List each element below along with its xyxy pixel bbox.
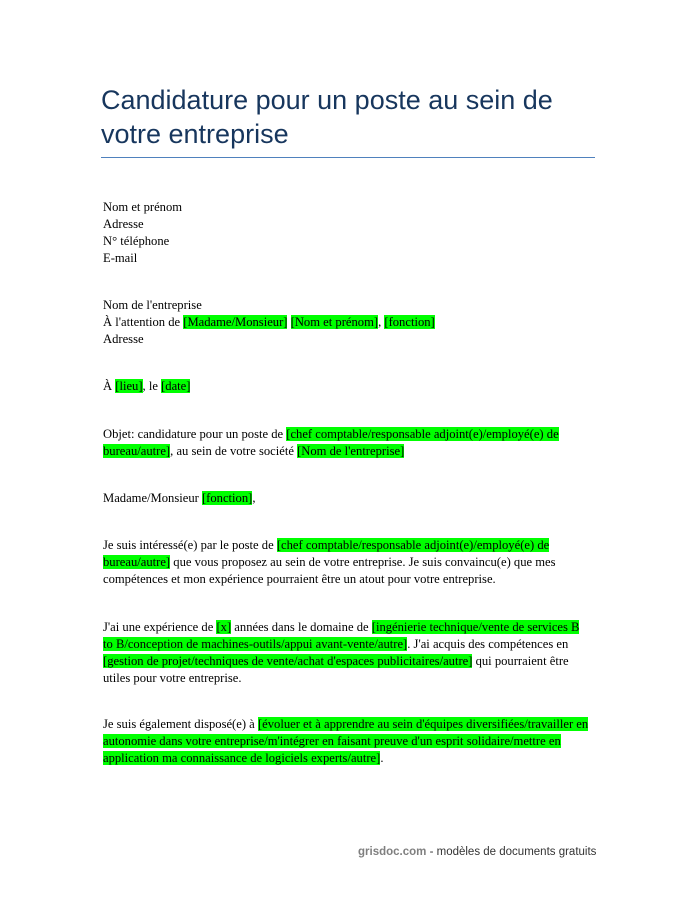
placeholder-years: [x] [216,620,232,634]
placeholder-domain: [ingénierie technique/vente de services B to B/conception de machines-outils/appui avant-vente/autre] [103,620,580,651]
text: . J'ai acquis des compétences en [407,637,569,651]
placeholder-place: [lieu] [115,379,143,393]
placeholder-function: [fonction] [201,491,253,505]
title-divider [101,157,595,158]
text: années dans le domaine de [231,620,372,634]
recipient-attention [103,314,591,331]
text: Je suis également disposé(e) à [103,717,258,731]
placeholder-name: [Nom et prénom] [290,315,379,329]
text: que vous proposez au sein de votre entreprise. Je suis convaincu(e) que mes compétences et mon expérience pourraient être un atout pour votre entreprise. [103,555,556,586]
recipient-company: Nom de l'entreprise [103,298,202,312]
date-line [103,378,591,395]
page-title: Candidature pour un poste au sein de votre entreprise [101,85,553,149]
date-prefix: À [103,379,116,393]
paragraph-2 [103,619,591,687]
text: J'ai une expérience de [103,620,217,634]
salutation-prefix: Madame/Monsieur [103,491,202,505]
placeholder-date: [date] [161,379,191,393]
subject-prefix: Objet: candidature pour un poste de [103,427,287,441]
placeholder-position: [chef comptable/responsable adjoint(e)/employé(e) de bureau/autre] [103,427,559,458]
subject-mid: , au sein de votre société [170,444,298,458]
subject-line [103,426,591,460]
placeholder-position: [chef comptable/responsable adjoint(e)/employé(e) de bureau/autre] [103,538,550,569]
footer-text: - modèles de documents gratuits [426,846,597,858]
sender-name: Nom et prénom [103,200,183,214]
sender-email: E-mail [103,251,138,265]
placeholder-title: [Madame/Monsieur] [183,315,288,329]
salutation [103,490,591,507]
sender-phone: N° téléphone [103,234,170,248]
attn-prefix: À l'attention de [103,315,184,329]
separator: , [378,315,385,329]
paragraph-1 [103,537,591,588]
paragraph-3 [103,716,591,767]
placeholder-disposition: [évoluer et à apprendre au sein d'équipes diversifiées/travailler en autonomie dans votre entreprise/m'intégrer en faisant preuve d'un esprit solidaire/mettre en application ma connaissance de logiciels experts/autre] [103,717,589,765]
salutation-suffix: , [252,491,256,505]
placeholder-company: [Nom de l'entreprise] [297,444,405,458]
sender-block [103,199,591,267]
text: Je suis intéressé(e) par le poste de [103,538,277,552]
footer-site-link[interactable]: grisdoc.com [358,846,427,858]
date-mid: , le [142,379,162,393]
footer [358,846,596,858]
placeholder-skills: [gestion de projet/techniques de vente/achat d'espaces publicitaires/autre] [103,654,473,668]
recipient-address: Adresse [103,332,144,346]
recipient-block [103,297,591,348]
sender-address: Adresse [103,217,144,231]
placeholder-function: [fonction] [384,315,435,329]
text: . [380,751,384,765]
text: qui pourraient être utiles pour votre entreprise. [103,654,569,685]
